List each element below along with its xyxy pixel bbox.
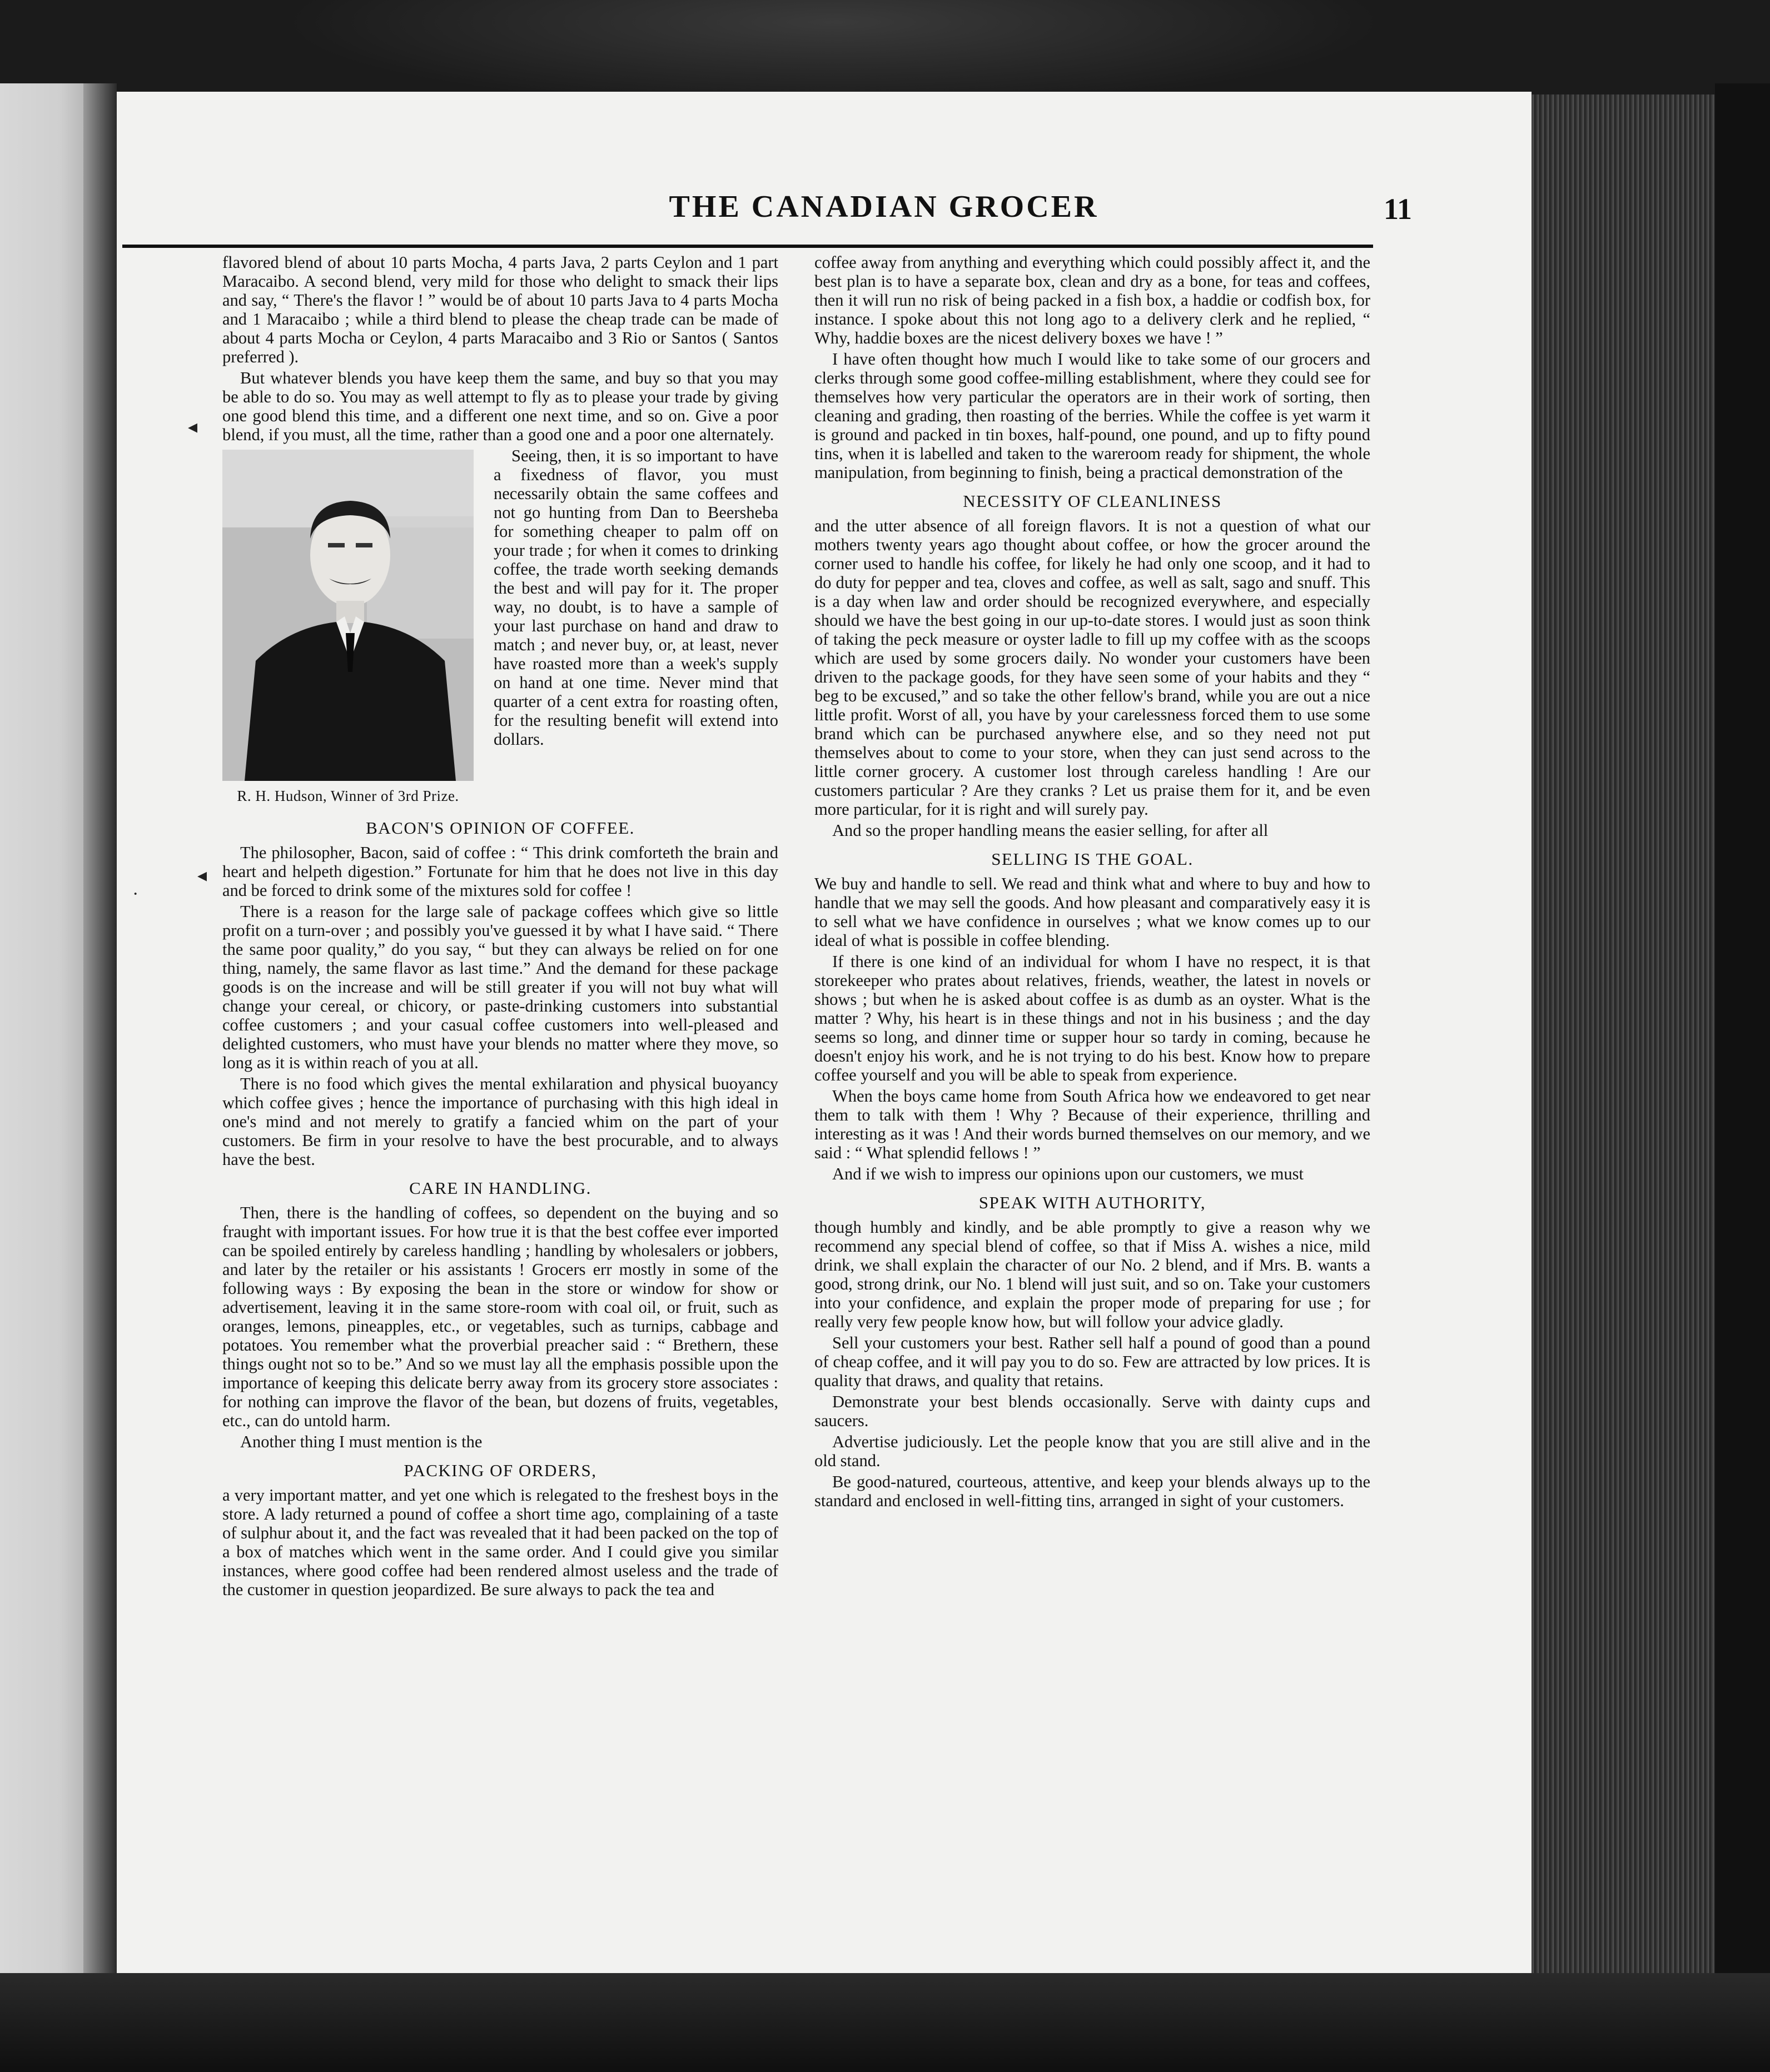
- paragraph: Seeing, then, it is so important to have a fixedness of flavor, you must necessarily obtain the same coffees and not go hunting from Dan to Beersheba for something cheaper to palm off on your trade ; for when it comes to drinking coffee, the trade worth seeking demands the best and will pay for it. The proper way, no doubt, is to have a sample of your last purchase on hand and draw to match ; and never buy, or, at least, never have roasted more than a week's supply on hand at one time. Never mind that quarter of a cent extra for roasting often, for the resulting benefit will extend into dollars.: [494, 446, 778, 749]
- book-cover-edge: [1715, 83, 1770, 1984]
- paragraph: But whatever blends you have keep them the same, and buy so that you may be able to do so. You may as well attempt to fly as to please your trade by giving one good blend this time, and a different one next time, and so on. Give a poor blend, if you must, all the time, rather than a good one and a poor one alternately.: [222, 368, 778, 444]
- paragraph: There is no food which gives the mental exhilaration and physical buoyancy which coffee gives ; hence the importance of purchasing with this high ideal in one's mind and not merely to gratify a fancied whim on the part of your customers. Be firm in your resolve to have the best procurable, and to always have the best.: [222, 1074, 778, 1169]
- paragraph: Advertise judiciously. Let the people know that you are still alive and in the old stand.: [814, 1432, 1370, 1470]
- section-heading: NECESSITY OF CLEANLINESS: [963, 491, 1222, 511]
- paragraph: Then, there is the handling of coffees, so dependent on the buying and so fraught with important issues. For how true it is that the best coffee ever imported can be spoiled entirely by careless handling ; handling by wholesalers or jobbers, and later by the retailer or his assistants ! Grocers err mostly in some of the following ways : By exposing the bean in the store or window for show or advertisement, leaving it in the same store-room with coal oil, or fruit, such as oranges, lemons, pineapples, etc., or vegetables, such as turnips, cabbage and potatoes. You remember what the proverbial preacher said : “ Brethern, these things ought not so to be.” And so we must lay all the emphasis possible upon the importance of keeping this delicate berry away from its grocery store associates : for nothing can improve the flavor of the bean, but dozens of fruits, vegetables, etc., can do untold harm.: [222, 1203, 778, 1430]
- paragraph: flavored blend of about 10 parts Mocha, 4 parts Java, 2 parts Ceylon and 1 part Maracaibo. A second blend, very mild for those who delight to smack their lips and say, “ There's the flavor ! ” would be of about 10 parts Java to 4 parts Mocha and 1 Maracaibo ; while a third blend to please the cheap trade can be made of about 4 parts Mocha or Ceylon, 4 parts Maracaibo and 3 Rio or Santos ( Santos preferred ).: [222, 253, 778, 366]
- portrait-photo: [222, 450, 474, 781]
- paragraph: Sell your customers your best. Rather sell half a pound of good than a pound of cheap coffee, and it will pay you to do so. Few are attracted by low prices. It is quality that draws, and quality that retains.: [814, 1333, 1370, 1390]
- page-number: 11: [1383, 192, 1412, 226]
- paragraph: Another thing I must mention is the: [240, 1432, 483, 1451]
- paragraph: a very important matter, and yet one which is relegated to the freshest boys in the store. A lady returned a pound of coffee a short time ago, complaining of a taste of sulphur about it, and the fact was revealed that it had been packed on the top of a box of matches which went in the same order. And I could give you similar instances, where good coffee had been rendered almost useless and the trade of the customer in question jeopardized. Be sure always to pack the tea and: [222, 1486, 778, 1599]
- paragraph: though humbly and kindly, and be able promptly to give a reason why we recommend any special blend of coffee, so that if Miss A. wishes a nice, mild drink, we shall explain the character of our No. 2 blend, and if Mrs. B. wants a good, strong drink, our No. 1 blend will just suit, and so on. Take your customers into your confidence, and explain the proper mode of preparing for use ; for really very few people know how, but will follow your advice gladly.: [814, 1218, 1370, 1331]
- paragraph: If there is one kind of an individual for whom I have no respect, it is that storekeeper who prates about relatives, friends, weather, the latest in novels or shows ; but when he is asked about coffee is as dumb as an oyster. What is the matter ? Why, his heart is in these things and not in his business ; and the day seems so long, and dinner time or supper hour so tardy in coming, because he doesn't enjoy his work, and he is not trying to do his best. Know how to prepare coffee yourself and you will be able to speak from experience.: [814, 952, 1370, 1084]
- margin-mark: ◂: [197, 865, 207, 886]
- paragraph: and the utter absence of all foreign flavors. It is not a question of what our mothers twenty years ago thought about coffee, or how the grocer around the corner used to handle his coffee, for likely he had only one scoop, and it had to do duty for pepper and tea, cloves and coffee, as well as salt, sago and snuff. This is a day when law and order should be recognized everywhere, and especially should we have the best going in our up-to-date stores. I would just as soon think of taking the peck measure or oyster ladle to fill up my coffee with as the scoops which are used by some grocers daily. No wonder your customers have been driven to the package goods, for they have seen some of your habits and they “ beg to be excused,” and so take the other fellow's brand, while you are out a nice little profit. Worst of all, you have by your carelessness forced them to use some brand which can be purchased anywhere else, and so they need not put themselves about to come to your store, when they can just send across to the little corner grocery. A customer lost through careless handling ! Are our customers particular ? Are they cranks ? Let us praise them for it, and be even more particular, for it is right and will surely pay.: [814, 516, 1370, 819]
- portrait-figure: [222, 450, 474, 805]
- book-gutter: [83, 83, 117, 1973]
- header-rule: [122, 245, 1373, 248]
- paragraph: I have often thought how much I would like to take some of our grocers and clerks through some good coffee-milling establishment, where they could see for themselves how very particular the operators are in their work of sorting, then cleaning and grading, then roasting of the berries. While the coffee is yet warm it is ground and packed in tin boxes, half-pound, one pound, and up to fifty pound tins, when it is labelled and taken to the wareroom ready for shipment, the whole manipulation, from beginning to finish, being a practical demonstration of the: [814, 350, 1370, 482]
- paragraph: Demonstrate your best blends occasionally. Serve with dainty cups and saucers.: [814, 1392, 1370, 1430]
- paragraph: coffee away from anything and everything which could possibly affect it, and the best plan is to have a separate box, clean and dry as a bone, for teas and coffees, then it will run no risk of being packed in a fish box, a haddie or codfish box, for instance. I spoke about this not long ago to a delivery clerk and he replied, “ Why, haddie boxes are the nicest delivery boxes we have ! ”: [814, 253, 1370, 347]
- right-column: [814, 253, 1370, 1512]
- portrait-illustration: [222, 450, 474, 781]
- page-edges-stack: [1532, 94, 1715, 1973]
- paragraph: We buy and handle to sell. We read and think what and where to buy and how to handle that we may sell the goods. And how pleasant and comparatively easy it is to sell what we have confidence in ourselves ; what we know comes up to our ideal of what is possible in coffee blending.: [814, 874, 1370, 950]
- paragraph: When the boys came home from South Africa how we endeavored to get near them to talk with them ! Why ? Because of their experience, thrilling and interesting as it was ! And their words burned themselves on our memory, and we said : “ What splendid fellows ! ”: [814, 1087, 1370, 1162]
- paragraph: And if we wish to impress our opinions upon our customers, we must: [832, 1164, 1304, 1183]
- publication-title: THE CANADIAN GROCER: [669, 190, 1099, 224]
- left-column: [222, 253, 778, 1601]
- paragraph: The philosopher, Bacon, said of coffee : “ This drink comforteth the brain and heart and helpeth digestion.” Fortunate for him that he does not live in this day and be forced to drink some of the mixtures sold for coffee !: [222, 843, 778, 900]
- paragraph: Be good-natured, courteous, attentive, and keep your blends always up to the standard and enclosed in well-fitting tins, arranged in sight of your customers.: [814, 1472, 1370, 1510]
- section-heading: PACKING OF ORDERS,: [404, 1461, 597, 1480]
- margin-mark: ·: [132, 884, 139, 904]
- photo-caption: R. H. Hudson, Winner of 3rd Prize.: [237, 788, 459, 804]
- section-heading: BACON'S OPINION OF COFFEE.: [366, 818, 635, 838]
- paragraph: There is a reason for the large sale of package coffees which give so little profit on a turn-over ; and possibly you've guessed it by what I have said. “ There the same poor quality,” do you say, “ but they can always be relied on for one thing, namely, the same flavor as last time.” And the demand for these package goods is on the increase and will be still greater if you will not buy what will change your cereal, or chicory, or paste-drinking customers into substantial coffee customers ; and your casual coffee customers into well-pleased and delighted customers, who must have your blends no matter where they move, so long as it is within reach of you at all.: [222, 902, 778, 1072]
- scanner-bottom-shadow: [0, 1973, 1770, 2072]
- section-heading: SELLING IS THE GOAL.: [991, 849, 1194, 869]
- section-heading: SPEAK WITH AUTHORITY,: [978, 1193, 1206, 1212]
- paragraph: And so the proper handling means the easier selling, for after all: [832, 821, 1269, 840]
- section-heading: CARE IN HANDLING.: [409, 1178, 591, 1198]
- margin-mark: ◂: [188, 417, 198, 437]
- running-header: [117, 183, 1532, 250]
